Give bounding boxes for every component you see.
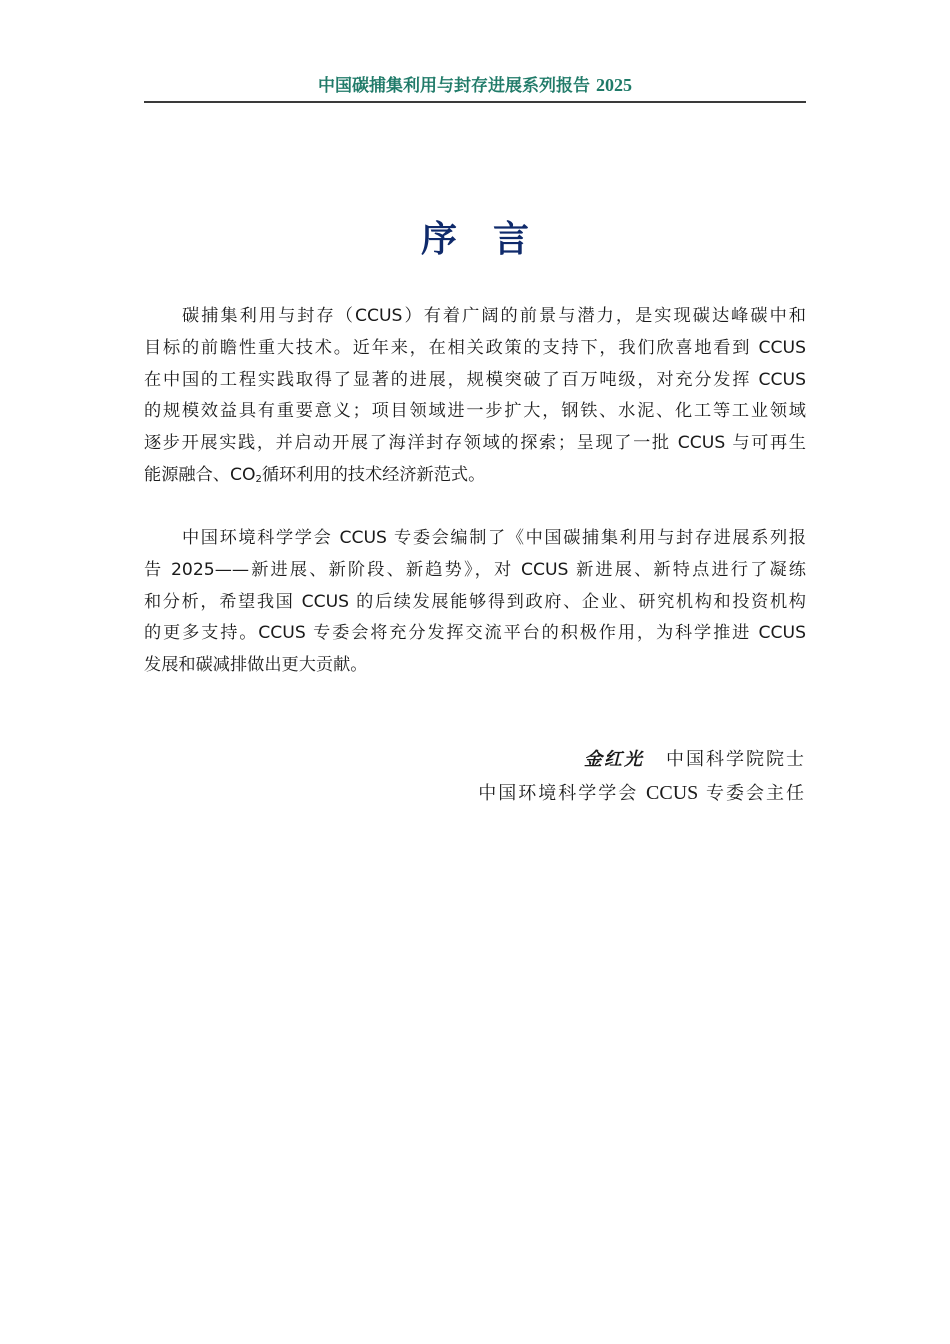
co2-formula: [230, 465, 262, 485]
author-name: 金红光: [584, 749, 644, 770]
paragraph-line: 的规模效益具有重要意义；项目领域进一步扩大，钢铁、水泥、化工等工业领域: [144, 401, 806, 422]
page-title: [144, 216, 806, 264]
co2-subscript: 2: [255, 473, 262, 485]
paragraph-line: 中国环境科学学会 CCUS 专委会编制了《中国碳捕集利用与封存进展系列报: [182, 528, 806, 548]
paragraph-line: 的更多支持。CCUS 专委会将充分发挥交流平台的积极作用，为科学推进 CCUS: [144, 623, 806, 644]
running-header: [144, 74, 806, 97]
page-title-char-2: 言: [493, 219, 530, 260]
line-text: 能源融合、: [144, 464, 230, 485]
co2-text: CO: [229, 464, 256, 485]
author-affiliation-acronym: CCUS: [646, 782, 699, 804]
paragraph-line: 告 2025——新进展、新阶段、新趋势》，对 CCUS 新进展、新特点进行了凝练: [144, 559, 806, 580]
running-header-year: 2025: [595, 75, 632, 95]
signature-line-2: [400, 777, 806, 810]
header-divider: [144, 101, 806, 103]
preface-paragraph-1: [144, 301, 806, 496]
paragraph-line: [144, 460, 806, 496]
author-title: 中国科学院院士: [666, 749, 806, 770]
preface-paragraph-2: [144, 523, 806, 682]
signature-line-1: [400, 744, 806, 776]
running-header-title: 中国碳捕集利用与封存进展系列报告: [318, 76, 591, 96]
line-text: 循环利用的技术经济新范式。: [261, 464, 486, 485]
page-title-char-1: 序: [420, 219, 457, 260]
paragraph-line: 目标的前瞻性重大技术。近年来，在相关政策的支持下，我们欣喜地看到 CCUS: [144, 337, 806, 358]
author-affiliation-prefix: 中国环境科学学会: [478, 783, 639, 804]
author-affiliation-suffix: 专委会主任: [706, 783, 806, 804]
paragraph-line: 逐步开展实践，并启动开展了海洋封存领域的探索；呈现了一批 CCUS 与可再生: [144, 433, 806, 454]
paragraph-line: 在中国的工程实践取得了显著的进展，规模突破了百万吨级，对充分发挥 CCUS: [144, 369, 806, 390]
paragraph-line: 和分析，希望我国 CCUS 的后续发展能够得到政府、企业、研究机构和投资机构: [144, 591, 806, 612]
paragraph-line: 发展和碳减排做出更大贡献。: [144, 655, 368, 676]
paragraph-line: 碳捕集利用与封存（CCUS）有着广阔的前景与潜力，是实现碳达峰碳中和: [182, 306, 806, 326]
